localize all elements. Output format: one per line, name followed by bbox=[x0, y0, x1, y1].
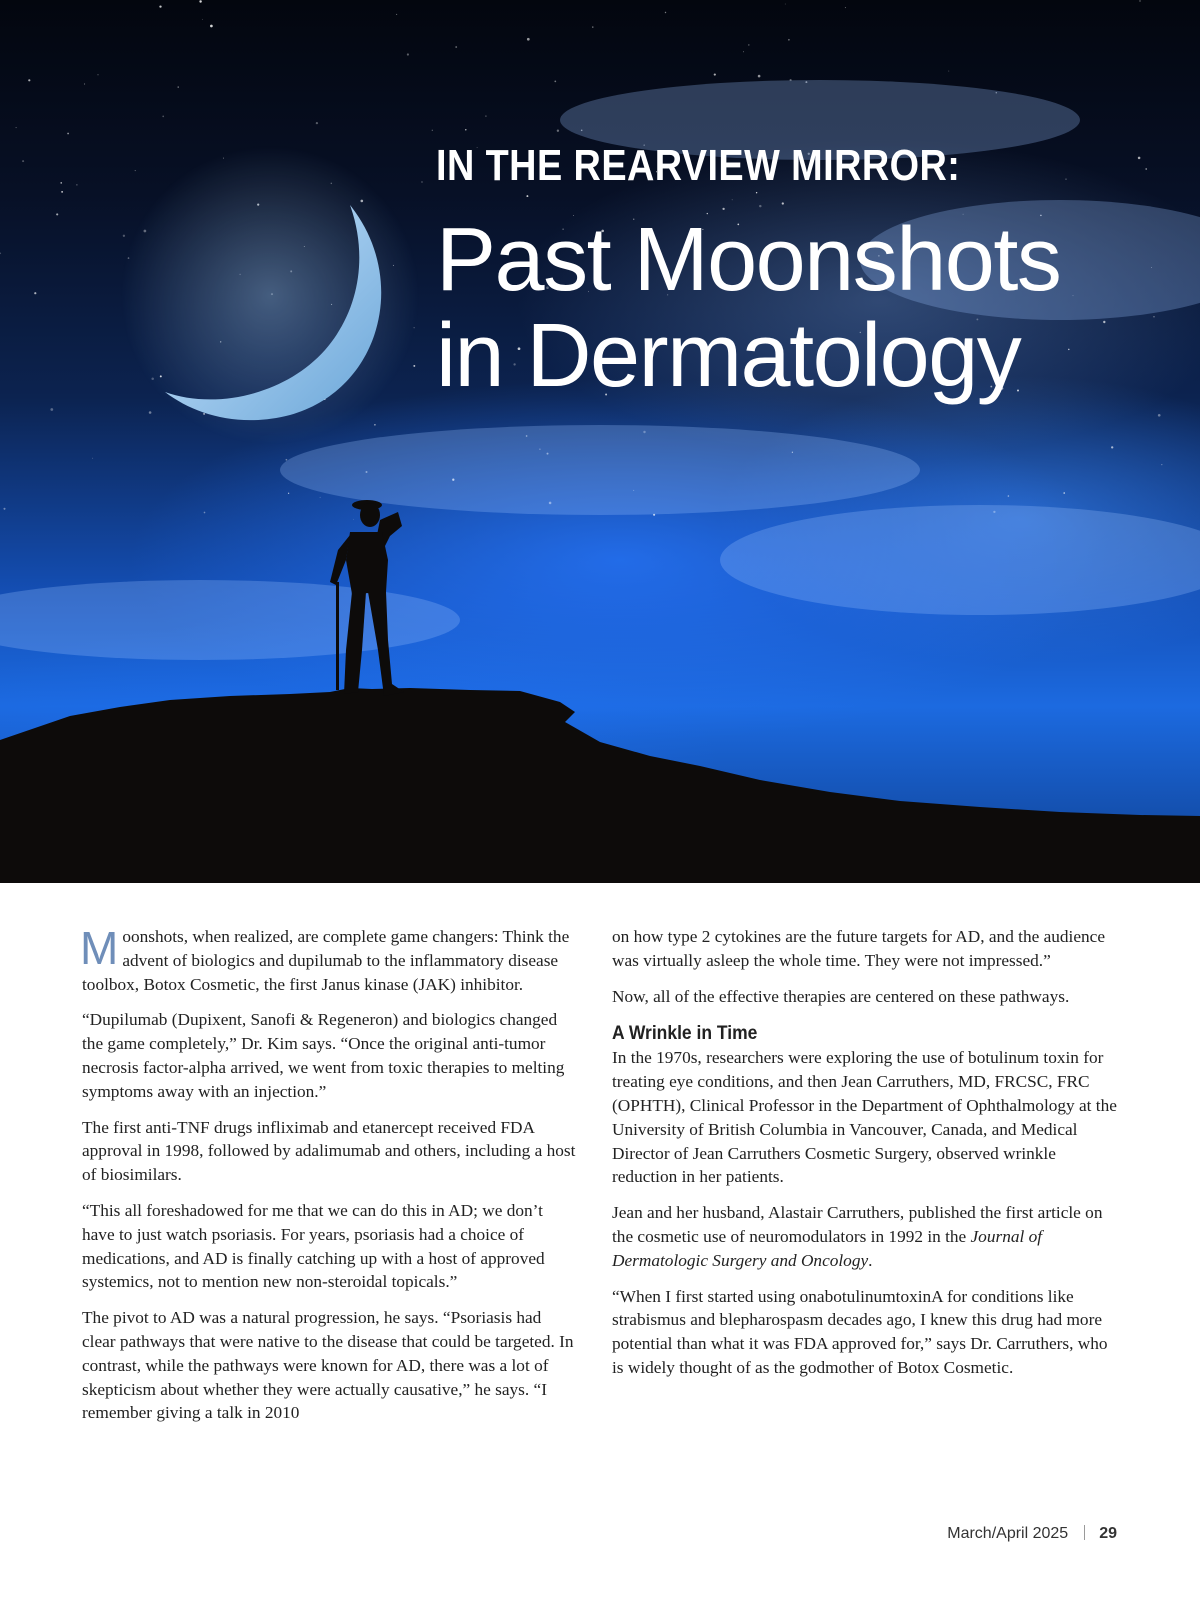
star bbox=[204, 512, 206, 514]
star bbox=[665, 12, 666, 13]
star bbox=[1158, 414, 1161, 417]
paragraph: “When I first started using onabotulinumtoxinA for conditions like strabismus and blepharospasm decades ago, I knew this drug had more potential than what it was FDA approved for,” says Dr. Carruthers, who is widely thought of as the godmother of Botox Cosmetic. bbox=[612, 1286, 1108, 1377]
star bbox=[84, 84, 85, 85]
paragraph-text: oonshots, when realized, are complete game changers: Think the advent of biologics and dupilumab to the inflammatory disease toolbox, Botox Cosmetic, the first Janus kinase (JAK) inhibitor. bbox=[82, 927, 570, 994]
star bbox=[162, 116, 164, 118]
star bbox=[1063, 492, 1065, 494]
star bbox=[407, 53, 409, 55]
star bbox=[149, 411, 152, 414]
star bbox=[67, 133, 69, 135]
star bbox=[1008, 495, 1010, 497]
issue-date: March/April 2025 bbox=[947, 1525, 1069, 1542]
headline-line-2: in Dermatology bbox=[436, 306, 1021, 406]
star bbox=[178, 86, 179, 87]
paragraph: The pivot to AD was a natural progression, he says. “Psoriasis had clear pathways that were native to the disease that could be targeted. In contrast, while the pathways were known for AD, there was a lot of skepticism about whether they were actually causative,” he says. “I remember giving a talk in 2010 bbox=[82, 1308, 574, 1423]
section-subheading: A Wrinkle in Time bbox=[612, 1023, 758, 1045]
drop-cap: M bbox=[80, 922, 119, 974]
article-column-left bbox=[80, 922, 579, 1437]
page-number: 29 bbox=[1099, 1525, 1117, 1542]
star bbox=[714, 74, 716, 76]
paragraph: The first anti-TNF drugs infliximab and etanercept received FDA approval in 1998, followed by adalimumab and others, including a host of biosimilars. bbox=[82, 1117, 576, 1185]
paragraph: “This all foreshadowed for me that we can do this in AD; we don’t have to just watch psoriasis. For years, psoriasis had a choice of medications, and AD is finally catching up with a host of approved systemics, not to mention new non-steroidal topicals.” bbox=[82, 1200, 545, 1292]
star bbox=[557, 130, 559, 132]
star bbox=[748, 44, 750, 46]
star bbox=[413, 365, 415, 367]
paragraph: In the 1970s, researchers were exploring the use of botulinum toxin for treating eye conditions, and then Jean Carruthers, MD, FRCSC, FRC (OPHTH), Clinical Professor in the Department of Ophthalmology at the University of British Columbia in Vancouver, Canada, and Medical Director of Jean Carruthers Cosmetic Surgery, observed wrinkle reduction in her patients. bbox=[612, 1048, 1117, 1187]
headline bbox=[436, 212, 1166, 404]
star bbox=[60, 182, 62, 184]
star bbox=[76, 184, 77, 185]
headline-line-1: Past Moonshots bbox=[436, 210, 1061, 310]
star bbox=[320, 497, 321, 498]
star bbox=[788, 39, 790, 41]
star bbox=[0, 252, 1, 254]
star bbox=[56, 213, 58, 215]
star bbox=[3, 508, 5, 510]
star bbox=[785, 4, 786, 5]
star bbox=[948, 71, 949, 72]
paragraph bbox=[80, 922, 579, 996]
star bbox=[743, 51, 744, 52]
star bbox=[527, 38, 530, 41]
star bbox=[1139, 0, 1140, 1]
star bbox=[316, 122, 318, 124]
paragraph bbox=[612, 1201, 1120, 1272]
star bbox=[61, 191, 63, 193]
star bbox=[592, 26, 593, 27]
star bbox=[92, 458, 93, 459]
star bbox=[485, 115, 487, 117]
hero-titles bbox=[436, 140, 1166, 404]
star bbox=[396, 14, 397, 15]
paragraph-text: . bbox=[868, 1250, 873, 1270]
star bbox=[135, 170, 136, 171]
footer-divider bbox=[1084, 1525, 1085, 1540]
mountain-silhouette bbox=[0, 688, 1200, 883]
star bbox=[123, 235, 125, 237]
journal-title: Journal of Dermatologic Surgery and Oncology bbox=[612, 1226, 1043, 1270]
star bbox=[353, 519, 354, 520]
star bbox=[465, 129, 466, 130]
star bbox=[28, 79, 30, 81]
star bbox=[432, 130, 433, 131]
star bbox=[16, 127, 17, 128]
star bbox=[22, 160, 24, 162]
page-footer bbox=[947, 1524, 1117, 1544]
article-column-right bbox=[612, 925, 1120, 1392]
star bbox=[1161, 464, 1162, 465]
star bbox=[199, 0, 201, 2]
star bbox=[422, 182, 423, 183]
paragraph: on how type 2 cytokines are the future targets for AD, and the audience was virtually asleep the whole time. They were not impressed.” bbox=[612, 927, 1105, 970]
paragraph: “Dupilumab (Dupixent, Sanofi & Regeneron) and biologics changed the game completely,” Dr. Kim says. “Once the original anti-tumor necrosis factor-alpha arrived, we went from toxic therapies to melting symptoms away with an injection.” bbox=[82, 1010, 565, 1101]
star bbox=[159, 5, 161, 7]
star bbox=[1111, 446, 1113, 448]
paragraph: Now, all of the effective therapies are centered on these pathways. bbox=[612, 986, 1070, 1006]
star bbox=[374, 424, 376, 426]
star bbox=[50, 408, 53, 411]
paragraph-text: Jean and her husband, Alastair Carruthers, published the first article on the cosmetic use of neuromodulators in 1992 in the bbox=[612, 1203, 1103, 1246]
star bbox=[758, 75, 761, 78]
star bbox=[210, 25, 213, 28]
star bbox=[554, 81, 556, 83]
star bbox=[288, 493, 289, 494]
kicker: IN THE REARVIEW MIRROR: bbox=[436, 141, 961, 190]
star bbox=[97, 74, 98, 75]
star bbox=[202, 19, 203, 20]
star bbox=[286, 459, 288, 461]
star bbox=[34, 292, 36, 294]
star bbox=[455, 46, 457, 48]
star bbox=[845, 7, 846, 8]
